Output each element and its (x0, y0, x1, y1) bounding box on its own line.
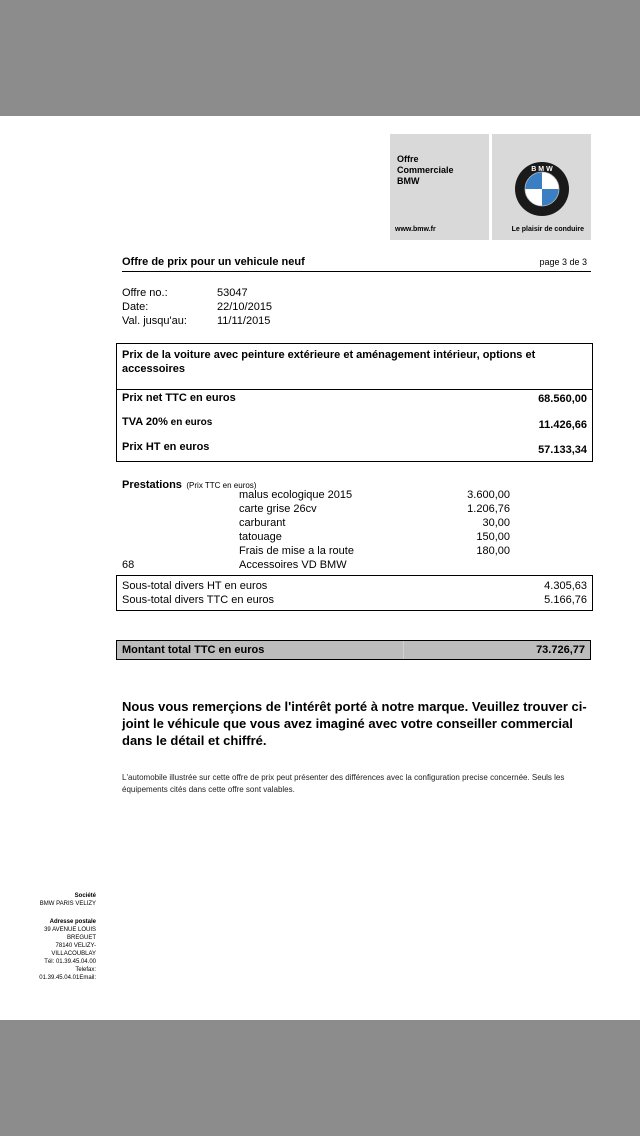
prestation-qty (122, 544, 134, 558)
total-label: Montant total TTC en euros (122, 644, 265, 656)
thanks-message: Nous vous remerçions de l'intérêt porté à notre marque. Veuillez trouver ci-joint le véhicule que vous avez imaginé avec votre conseiller commercial dans le détail et chiffré. (122, 699, 587, 748)
prestation-qty (122, 530, 134, 544)
bmw-slogan: Le plaisir de conduire (511, 226, 584, 233)
price-box (116, 343, 593, 462)
total-value: 73.726,77 (536, 644, 585, 656)
prestation-label: carte grise 26cv (239, 503, 317, 515)
subtotal-ht-label: Sous-total divers HT en euros (122, 580, 268, 592)
prestation-value: 180,00 (476, 545, 510, 557)
prestations-value-col (467, 488, 510, 572)
bmw-logo-icon (514, 161, 570, 217)
footer-societe: BMW PARIS VELIZY (39, 901, 96, 907)
prestation-label: tatouage (239, 531, 282, 543)
footer-address (39, 910, 96, 990)
offer-header-title: Offre Commerciale BMW (397, 154, 454, 186)
svg-text:B M W: B M W (531, 166, 553, 173)
date-value: 22/10/2015 (217, 301, 273, 313)
valid-until-value: 11/11/2015 (217, 315, 271, 327)
footer-adresse-label: Adresse postale (49, 919, 96, 925)
subtotal-ht-value: 4.305,63 (544, 580, 587, 592)
prestation-value (467, 558, 510, 572)
total-bar (116, 640, 591, 660)
prestations-qty-col (122, 488, 134, 572)
offer-meta-labels (122, 286, 187, 328)
subtotal-ttc-label: Sous-total divers TTC en euros (122, 594, 275, 606)
prestation-qty: 68 (122, 559, 135, 571)
prestation-value: 150,00 (476, 531, 510, 543)
tva-value: 11.426,66 (538, 419, 587, 431)
subtotals-box (116, 575, 593, 611)
disclaimer-text: L'automobile illustrée sur cette offre de prix peut présenter des différences avec la configuration precise concernée. Seuls les équipements cités dans cette offre sont valables. (122, 773, 565, 794)
offer-meta-values (217, 286, 272, 328)
logo-header-box (492, 134, 591, 240)
offer-no-value: 53047 (217, 287, 248, 299)
title-divider (122, 271, 591, 272)
prestation-qty (122, 502, 134, 516)
price-box-heading: Prix de la voiture avec peinture extérieure et aménagement intérieur, options et accessoires (122, 349, 536, 375)
document-page (0, 116, 640, 1020)
page-number: page 3 de 3 (539, 257, 587, 267)
footer-adresse: 39 AVENUE LOUIS BREGUET 78140 VELIZY- VILLACOUBLAY Tél: 01.39.45.04.00 Telefax: 01.39.45.04.01Email: (39, 927, 96, 981)
subtotal-ttc-value: 5.166,76 (544, 594, 587, 606)
prestation-label: carburant (239, 517, 286, 529)
price-ht-label: Prix HT en euros (122, 441, 210, 453)
prestation-value: 30,00 (482, 517, 510, 529)
price-box-divider (117, 389, 592, 390)
prestations-label-col (239, 488, 354, 572)
price-net-ttc-label: Prix net TTC en euros (122, 392, 236, 404)
prestation-label: Accessoires VD BMW (239, 559, 347, 571)
footer-societe-label: Société (74, 893, 96, 899)
tva-label: TVA 20% en euros (122, 416, 213, 428)
bmw-url: www.bmw.fr (395, 226, 436, 233)
prestation-qty (122, 516, 134, 530)
prestation-qty (122, 488, 134, 502)
price-net-ttc-value: 68.560,00 (538, 393, 587, 405)
date-label: Date: (122, 301, 149, 313)
valid-until-label: Val. jusqu'au: (122, 315, 187, 327)
prestation-value: 3.600,00 (467, 489, 510, 501)
prestation-label: Frais de mise a la route (239, 545, 354, 557)
total-divider (403, 641, 404, 659)
price-ht-value: 57.133,34 (538, 444, 587, 456)
offer-no-label: Offre no.: (122, 287, 168, 299)
document-title: Offre de prix pour un vehicule neuf (122, 256, 305, 268)
prestations-heading: Prestations (Prix TTC en euros) (122, 479, 257, 491)
prestation-value: 1.206,76 (467, 503, 510, 515)
prestation-label: malus ecologique 2015 (239, 489, 353, 501)
offer-header-box (390, 134, 489, 240)
